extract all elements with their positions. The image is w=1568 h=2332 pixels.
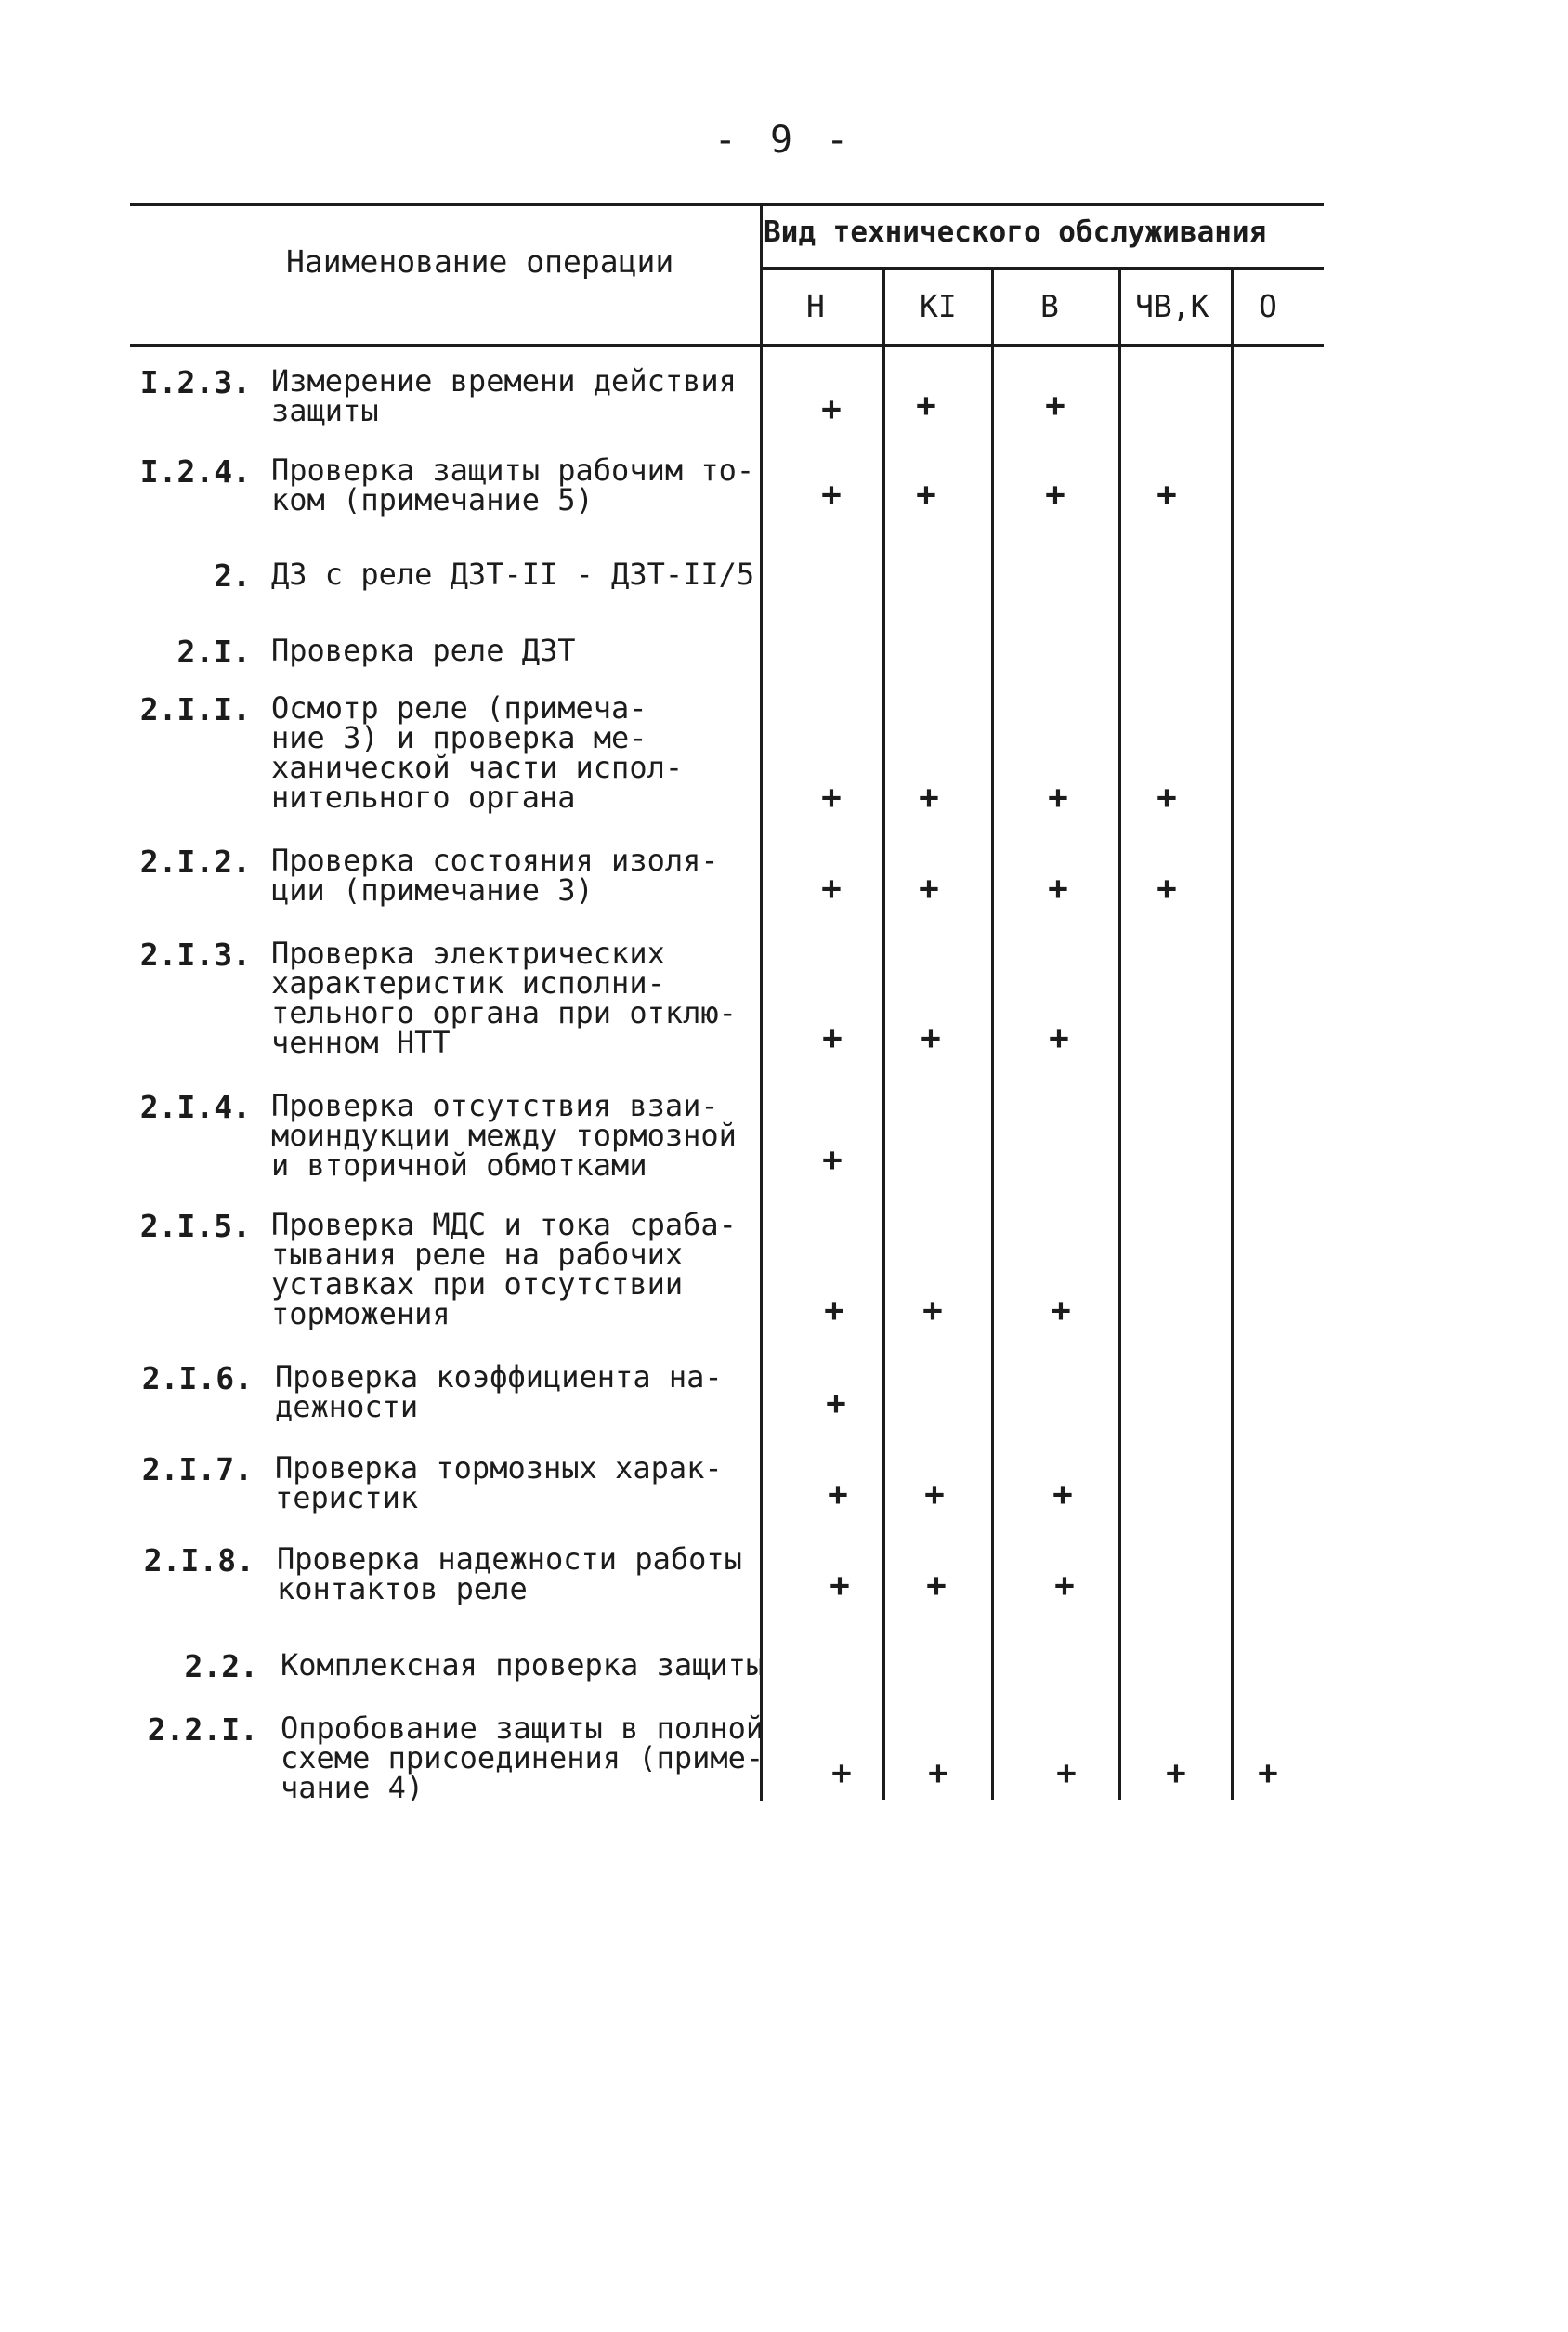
row-text-line: Проверка защиты рабочим то- bbox=[271, 452, 755, 488]
row-text-line: ДЗ с реле ДЗТ-II - ДЗТ-II/5 bbox=[271, 557, 755, 592]
mark-n: + bbox=[830, 1566, 850, 1605]
mark-n: + bbox=[821, 476, 842, 514]
row-text-line: Проверка коэффициента на- bbox=[275, 1359, 723, 1395]
mark-v: + bbox=[1056, 1754, 1077, 1792]
row-text-line: Комплексная проверка защиты bbox=[281, 1647, 764, 1683]
row-text-line: Проверка тормозных харак- bbox=[275, 1450, 723, 1486]
col-border-3 bbox=[1118, 267, 1121, 1800]
row-description bbox=[271, 936, 773, 1060]
mark-v: + bbox=[1049, 1019, 1069, 1057]
mark-v: + bbox=[1045, 386, 1065, 425]
row-number: 2.I.8. bbox=[143, 1542, 255, 1579]
header-bottom-rule bbox=[130, 344, 1324, 347]
mark-k1: + bbox=[916, 386, 936, 425]
row-description bbox=[277, 1541, 778, 1606]
row-number: 2.I.7. bbox=[141, 1451, 253, 1487]
mark-chvk: + bbox=[1156, 476, 1177, 514]
row-description bbox=[271, 452, 773, 517]
row-text-line: теристик bbox=[275, 1480, 419, 1515]
row-description bbox=[281, 1710, 782, 1805]
row-text-line: Проверка электрических bbox=[271, 936, 665, 971]
row-text-line: нительного органа bbox=[271, 780, 576, 815]
mark-v: + bbox=[1048, 779, 1068, 817]
row-text-line: тельного органа при отклю- bbox=[271, 995, 737, 1030]
name-column-header: Наименование операции bbox=[286, 243, 674, 280]
mark-k1: + bbox=[928, 1754, 948, 1792]
mark-n: + bbox=[826, 1384, 846, 1422]
mark-v: + bbox=[1051, 1291, 1071, 1330]
row-text-line: схеме присоединения (приме- bbox=[281, 1740, 764, 1775]
mark-k1: + bbox=[921, 1019, 941, 1057]
column-header-k1: КI bbox=[920, 288, 957, 324]
row-description bbox=[275, 1359, 777, 1424]
row-text-line: ханической части испол- bbox=[271, 750, 684, 785]
subsection-number: 2.I. bbox=[176, 634, 251, 670]
row-text-line: ком (примечание 5) bbox=[271, 482, 594, 517]
mark-v: + bbox=[1045, 476, 1065, 514]
row-description bbox=[271, 843, 773, 908]
row-description bbox=[275, 1450, 777, 1515]
row-text-line: характеристик исполни- bbox=[271, 965, 665, 1001]
row-number: 2.I.2. bbox=[139, 844, 251, 880]
subsection-number: 2.2. bbox=[184, 1648, 258, 1684]
row-number: I.2.3. bbox=[139, 364, 251, 400]
page-number: - 9 - bbox=[713, 119, 855, 162]
mark-n: + bbox=[822, 1019, 843, 1057]
row-text-line: защиты bbox=[271, 393, 379, 428]
row-text-line: моиндукции между тормозной bbox=[271, 1118, 737, 1153]
row-number: 2.I.3. bbox=[139, 937, 251, 973]
row-text-line: Проверка состояния изоля- bbox=[271, 843, 719, 878]
mark-n: + bbox=[824, 1291, 844, 1330]
row-number: 2.I.6. bbox=[141, 1360, 253, 1396]
row-text-line: Проверка отсутствия взаи- bbox=[271, 1088, 719, 1123]
mark-n: + bbox=[828, 1475, 848, 1513]
row-text-line: уставках при отсутствии bbox=[271, 1266, 684, 1302]
mark-n: + bbox=[821, 870, 842, 908]
section-number: 2. bbox=[214, 557, 251, 594]
mark-k1: + bbox=[919, 779, 939, 817]
col-border-1 bbox=[882, 267, 885, 1800]
row-text-line: контактов реле bbox=[277, 1571, 528, 1606]
row-number: 2.I.4. bbox=[139, 1089, 251, 1125]
subsection-title bbox=[271, 633, 773, 668]
row-text-line: торможения bbox=[271, 1296, 451, 1331]
column-header-v: В bbox=[1040, 288, 1059, 324]
mark-chvk: + bbox=[1156, 779, 1177, 817]
row-number: 2.2.I. bbox=[147, 1711, 258, 1748]
row-text-line: Проверка реле ДЗТ bbox=[271, 633, 576, 668]
row-text-line: Измерение времени действия bbox=[271, 363, 737, 399]
row-description bbox=[271, 690, 773, 815]
col-border-2 bbox=[991, 267, 994, 1800]
row-text-line: и вторичной обмотками bbox=[271, 1147, 647, 1183]
mark-v: + bbox=[1052, 1475, 1073, 1513]
row-text-line: Опробование защиты в полной bbox=[281, 1710, 764, 1746]
column-header-chvk: ЧВ,К bbox=[1135, 288, 1209, 324]
section-title bbox=[271, 557, 773, 592]
column-header-n: Н bbox=[806, 288, 825, 324]
mark-n: + bbox=[821, 390, 842, 428]
mark-k1: + bbox=[916, 476, 936, 514]
row-text-line: тывания реле на рабочих bbox=[271, 1237, 684, 1272]
row-description bbox=[271, 1088, 773, 1183]
mark-v: + bbox=[1054, 1566, 1075, 1605]
row-text-line: дежности bbox=[275, 1389, 419, 1424]
row-number: 2.I.I. bbox=[139, 691, 251, 727]
row-number: I.2.4. bbox=[139, 453, 251, 490]
row-text-line: Осмотр реле (примеча- bbox=[271, 690, 647, 726]
mark-chvk: + bbox=[1156, 870, 1177, 908]
mark-k1: + bbox=[924, 1475, 945, 1513]
header-mid-rule bbox=[762, 267, 1324, 270]
row-text-line: ции (примечание 3) bbox=[271, 872, 594, 908]
mark-n: + bbox=[821, 779, 842, 817]
mark-chvk: + bbox=[1166, 1754, 1186, 1792]
row-description bbox=[271, 1207, 773, 1331]
maintenance-type-header: Вид технического обслуживания bbox=[764, 216, 1267, 249]
mark-k1: + bbox=[926, 1566, 947, 1605]
row-text-line: чание 4) bbox=[281, 1770, 425, 1805]
mark-n: + bbox=[831, 1754, 852, 1792]
mark-n: + bbox=[822, 1141, 843, 1179]
mark-k1: + bbox=[919, 870, 939, 908]
row-description bbox=[271, 363, 773, 428]
row-text-line: Проверка надежности работы bbox=[277, 1541, 742, 1577]
mark-o: + bbox=[1258, 1754, 1278, 1792]
row-number: 2.I.5. bbox=[139, 1208, 251, 1244]
row-text-line: ние 3) и проверка ме- bbox=[271, 720, 647, 755]
row-text-line: ченном НТТ bbox=[271, 1025, 451, 1060]
mark-v: + bbox=[1048, 870, 1068, 908]
table-top-rule bbox=[130, 203, 1324, 206]
mark-k1: + bbox=[922, 1291, 943, 1330]
col-border-4 bbox=[1231, 267, 1234, 1800]
row-text-line: Проверка МДС и тока сраба- bbox=[271, 1207, 737, 1242]
column-header-o: О bbox=[1259, 288, 1277, 324]
subsection-title bbox=[281, 1647, 782, 1683]
